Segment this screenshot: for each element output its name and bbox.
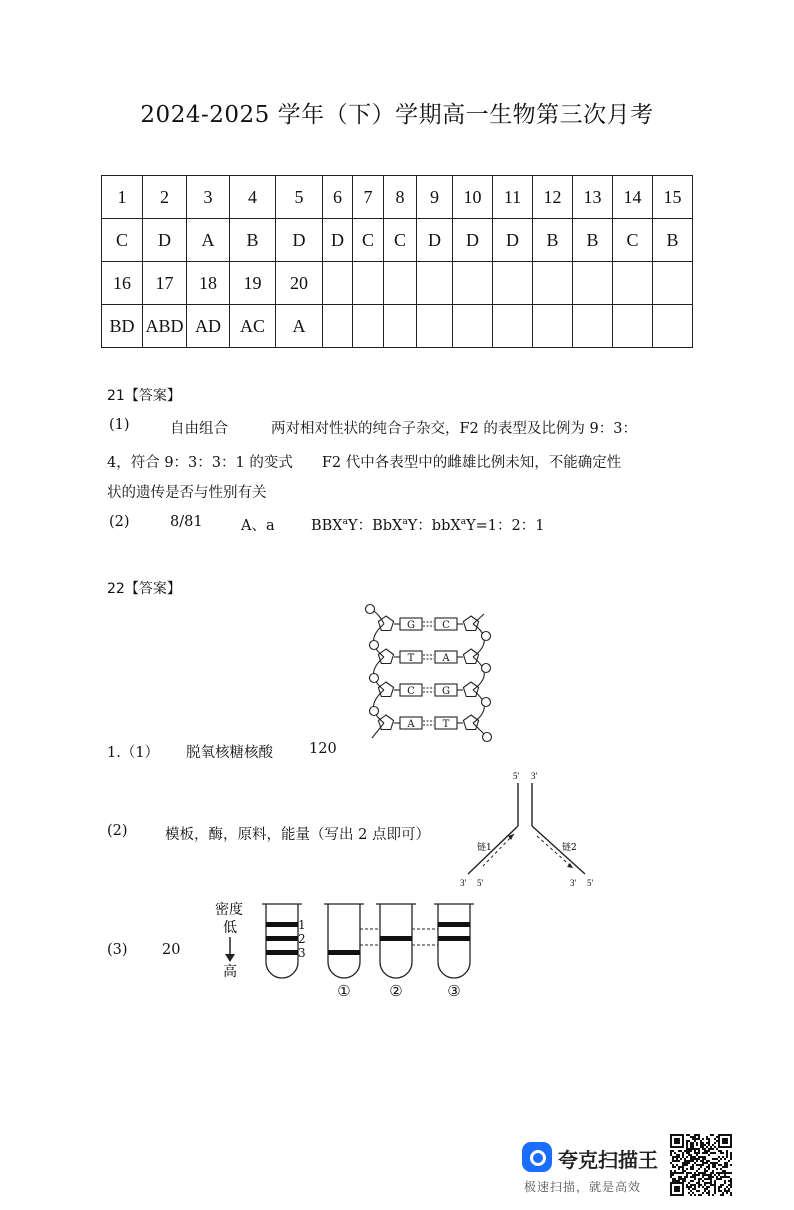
deoxyribose-icon <box>463 682 478 697</box>
chain1-label: 链1 <box>477 843 492 853</box>
question-number-cell <box>653 262 693 305</box>
phosphate-icon <box>482 664 491 673</box>
deoxyribose-icon <box>378 682 393 697</box>
q21-part2-answer-b: A、a <box>241 518 275 534</box>
answer-cell <box>384 305 417 348</box>
question-number-cell <box>533 262 573 305</box>
band-number-label: 1 <box>298 918 306 932</box>
answer-cell: D <box>143 219 187 262</box>
qr-code-icon <box>670 1134 732 1196</box>
answer-cell: D <box>493 219 533 262</box>
question-number-cell: 2 <box>143 176 187 219</box>
question-number-cell <box>573 262 613 305</box>
question-number-cell: 8 <box>384 176 417 219</box>
scanner-logo-icon <box>522 1142 552 1172</box>
dna-band <box>266 922 298 927</box>
q22-part2-label: (2) <box>107 823 128 839</box>
answer-cell <box>533 305 573 348</box>
answer-cell <box>353 305 384 348</box>
question-number-cell: 18 <box>187 262 230 305</box>
answer-cell: C <box>102 219 143 262</box>
fork-top-left-label: 5' <box>513 771 520 781</box>
question-number-cell: 12 <box>533 176 573 219</box>
question-number-cell: 13 <box>573 176 613 219</box>
question-number-cell <box>384 262 417 305</box>
question-number-cell: 6 <box>323 176 353 219</box>
question-number-cell: 11 <box>493 176 533 219</box>
question-number-cell: 10 <box>453 176 493 219</box>
deoxyribose-icon <box>463 649 478 664</box>
fork-bottom-right-inner: 3' <box>570 878 577 888</box>
deoxyribose-icon <box>463 616 478 631</box>
answer-cell: A <box>276 305 323 348</box>
answer-table-row <box>102 262 693 305</box>
centrifuge-tube <box>328 904 360 978</box>
answer-cell: B <box>230 219 276 262</box>
q22-part3-label: (3) <box>107 942 128 958</box>
base-right: G <box>442 686 450 697</box>
base-left: A <box>407 719 415 730</box>
tube-label: ② <box>389 982 403 1000</box>
q21-part1-line3: 状的遗传是否与性别有关 <box>107 485 267 501</box>
tube-label: ① <box>337 982 351 1000</box>
question-number-cell: 3 <box>187 176 230 219</box>
answer-cell: A <box>187 219 230 262</box>
answer-cell: B <box>573 219 613 262</box>
question-number-cell: 9 <box>417 176 453 219</box>
band-number-label: 3 <box>298 946 306 960</box>
question-number-cell <box>493 262 533 305</box>
question-number-cell: 15 <box>653 176 693 219</box>
base-right: A <box>442 653 450 664</box>
answer-cell <box>417 305 453 348</box>
base-left: G <box>407 620 415 631</box>
phosphate-icon <box>366 605 375 614</box>
base-right: C <box>442 620 450 631</box>
q22-heading: 22【答案】 <box>107 581 181 597</box>
q21-part1-answer-b: 两对相对性状的纯合子杂交，F2 的表型及比例为 9：3： <box>271 421 637 437</box>
answer-table <box>101 175 693 348</box>
answer-table-row <box>102 176 693 219</box>
question-number-cell: 7 <box>353 176 384 219</box>
answer-cell: C <box>613 219 653 262</box>
question-number-cell <box>453 262 493 305</box>
q22-part1-answer-a: 脱氧核糖核酸 <box>186 745 273 761</box>
fork-top-right-label: 3' <box>531 771 538 781</box>
q21-heading: 21【答案】 <box>107 388 181 404</box>
q22-part2-answer: 模板，酶，原料，能量（写出 2 点即可） <box>165 827 430 843</box>
chain2-label: 链2 <box>562 843 577 853</box>
phosphate-icon <box>370 674 379 683</box>
fork-bottom-left-outer: 3' <box>460 878 467 888</box>
phosphate-icon <box>483 733 492 742</box>
base-left: C <box>407 686 415 697</box>
answer-table-row <box>102 305 693 348</box>
question-number-cell: 16 <box>102 262 143 305</box>
answer-cell <box>453 305 493 348</box>
answer-cell <box>573 305 613 348</box>
answer-table-row <box>102 219 693 262</box>
question-number-cell: 19 <box>230 262 276 305</box>
scanner-branding <box>522 1138 662 1198</box>
question-number-cell <box>613 262 653 305</box>
q21-part2-label: (2) <box>109 514 130 530</box>
density-label: 密度 <box>215 902 243 918</box>
dna-band <box>266 950 298 955</box>
replication-fork-diagram <box>455 768 605 893</box>
answer-cell: ABD <box>143 305 187 348</box>
answer-cell: AD <box>187 305 230 348</box>
question-number-cell: 5 <box>276 176 323 219</box>
question-number-cell <box>323 262 353 305</box>
scanner-slogan: 极速扫描，就是高效 <box>524 1180 642 1194</box>
answer-cell: BD <box>102 305 143 348</box>
phosphate-icon <box>482 632 491 641</box>
answer-cell: B <box>653 219 693 262</box>
answer-cell <box>323 305 353 348</box>
question-number-cell: 4 <box>230 176 276 219</box>
density-high-label: 高 <box>223 964 237 980</box>
phosphate-icon <box>370 641 379 650</box>
answer-cell: D <box>323 219 353 262</box>
answer-cell: C <box>384 219 417 262</box>
answer-cell <box>493 305 533 348</box>
q21-part2-answer-a: 8/81 <box>170 514 203 530</box>
deoxyribose-icon <box>378 649 393 664</box>
question-number-cell: 14 <box>613 176 653 219</box>
density-low-label: 低 <box>223 920 237 936</box>
question-number-cell <box>353 262 384 305</box>
answer-cell: D <box>417 219 453 262</box>
q21-part1-answer-a: 自由组合 <box>170 421 228 437</box>
dna-band <box>438 922 470 927</box>
dna-band <box>328 950 360 955</box>
deoxyribose-icon <box>463 715 478 730</box>
answer-cell: B <box>533 219 573 262</box>
fork-bottom-right-outer: 5' <box>587 878 594 888</box>
q21-part1-line2: 4，符合 9：3：3：1 的变式 F2 代中各表型中的雌雄比例未知，不能确定性 <box>107 455 622 471</box>
q21-part1-label: (1) <box>109 417 130 433</box>
fork-bottom-left-inner: 5' <box>477 878 484 888</box>
question-number-cell: 1 <box>102 176 143 219</box>
question-number-cell: 20 <box>276 262 323 305</box>
answer-cell: C <box>353 219 384 262</box>
question-number-cell <box>417 262 453 305</box>
scanner-brand-name: 夸克扫描王 <box>558 1148 658 1172</box>
q22-part1-answer-b: 120 <box>309 741 337 757</box>
answer-cell <box>613 305 653 348</box>
answer-cell: AC <box>230 305 276 348</box>
q22-part3-answer: 20 <box>162 942 181 958</box>
q22-part1-label: 1.（1） <box>107 745 160 761</box>
answer-cell: D <box>453 219 493 262</box>
base-right: T <box>442 719 450 730</box>
tube-label: ③ <box>447 982 461 1000</box>
phosphate-icon <box>482 698 491 707</box>
dna-band <box>438 936 470 941</box>
dna-band <box>380 936 412 941</box>
page-title: 2024-2025 学年（下）学期高一生物第三次月考 <box>140 102 654 128</box>
dna-structure-diagram <box>362 606 497 751</box>
deoxyribose-icon <box>378 715 393 730</box>
q21-part2-genotype-ratio: BBX$^a$Y：BbX$^a$Y：bbX$^a$Y=1：2：1 <box>311 517 545 534</box>
answer-cell <box>653 305 693 348</box>
centrifuge-tubes-diagram <box>210 892 490 1000</box>
band-number-label: 2 <box>298 932 306 946</box>
base-left: T <box>407 653 415 664</box>
question-number-cell: 17 <box>143 262 187 305</box>
answer-cell: D <box>276 219 323 262</box>
phosphate-icon <box>370 707 379 716</box>
dna-band <box>266 936 298 941</box>
